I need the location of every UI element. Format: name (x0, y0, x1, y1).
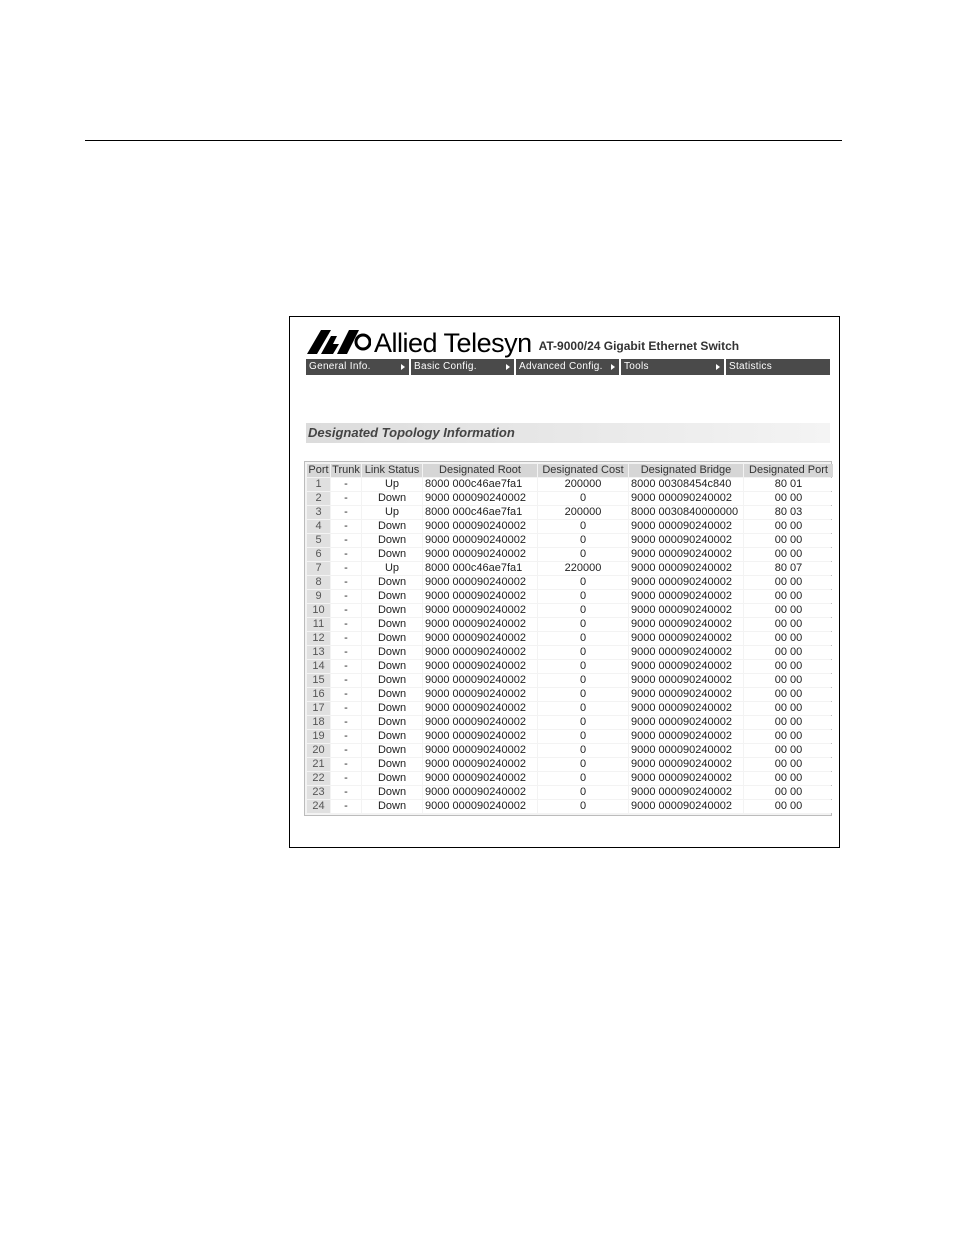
link-status-cell: Down (362, 534, 422, 547)
switch-web-ui-screenshot (289, 316, 840, 848)
designated-port-cell: 00 00 (744, 632, 833, 645)
table-row (307, 786, 833, 799)
designated-bridge-cell: 9000 000090240002 (629, 702, 743, 715)
trunk-cell: - (331, 604, 361, 617)
table-row (307, 618, 833, 631)
table-row (307, 534, 833, 547)
designated-cost-cell: 0 (538, 604, 628, 617)
port-cell: 7 (307, 562, 330, 575)
port-cell: 21 (307, 758, 330, 771)
port-cell: 5 (307, 534, 330, 547)
link-status-cell: Down (362, 492, 422, 505)
designated-cost-cell: 0 (538, 674, 628, 687)
table-row (307, 702, 833, 715)
table-row (307, 520, 833, 533)
menu-advanced-config[interactable] (516, 359, 619, 375)
link-status-cell: Down (362, 576, 422, 589)
menu-general-info-label: General Info. (309, 361, 371, 372)
menu-tools[interactable] (621, 359, 724, 375)
designated-bridge-cell: 9000 000090240002 (629, 758, 743, 771)
link-status-cell: Down (362, 660, 422, 673)
trunk-cell: - (331, 786, 361, 799)
menu-arrow-right-icon (506, 364, 510, 370)
trunk-cell: - (331, 702, 361, 715)
col-header-designated-port: Designated Port (744, 464, 833, 477)
table-row (307, 674, 833, 687)
link-status-cell: Down (362, 520, 422, 533)
link-status-cell: Down (362, 688, 422, 701)
designated-port-cell: 00 00 (744, 786, 833, 799)
link-status-cell: Down (362, 548, 422, 561)
designated-root-cell: 9000 000090240002 (423, 576, 537, 589)
topology-table (306, 463, 834, 814)
table-row (307, 800, 833, 813)
port-cell: 2 (307, 492, 330, 505)
designated-root-cell: 9000 000090240002 (423, 646, 537, 659)
trunk-cell: - (331, 562, 361, 575)
table-body (307, 478, 833, 813)
trunk-cell: - (331, 744, 361, 757)
designated-bridge-cell: 9000 000090240002 (629, 660, 743, 673)
link-status-cell: Down (362, 786, 422, 799)
table-row (307, 716, 833, 729)
trunk-cell: - (331, 730, 361, 743)
col-header-designated-root: Designated Root (423, 464, 537, 477)
designated-root-cell: 8000 000c46ae7fa1 (423, 562, 537, 575)
designated-port-cell: 00 00 (744, 492, 833, 505)
designated-port-cell: 00 00 (744, 702, 833, 715)
menu-general-info[interactable] (306, 359, 409, 375)
link-status-cell: Down (362, 716, 422, 729)
designated-bridge-cell: 9000 000090240002 (629, 744, 743, 757)
port-cell: 9 (307, 590, 330, 603)
designated-bridge-cell: 9000 000090240002 (629, 688, 743, 701)
designated-cost-cell: 200000 (538, 506, 628, 519)
designated-root-cell: 9000 000090240002 (423, 674, 537, 687)
designated-root-cell: 9000 000090240002 (423, 716, 537, 729)
menu-arrow-right-icon (401, 364, 405, 370)
table-row (307, 632, 833, 645)
designated-port-cell: 00 00 (744, 618, 833, 631)
col-header-trunk: Trunk (332, 464, 360, 476)
designated-cost-cell: 200000 (538, 478, 628, 491)
designated-root-cell: 9000 000090240002 (423, 548, 537, 561)
port-cell: 8 (307, 576, 330, 589)
page-top-rule (85, 140, 842, 141)
main-menu-bar (306, 359, 830, 375)
designated-bridge-cell: 9000 000090240002 (629, 772, 743, 785)
designated-root-cell: 9000 000090240002 (423, 632, 537, 645)
table-row (307, 506, 833, 519)
designated-port-cell: 00 00 (744, 688, 833, 701)
product-name: AT-9000/24 Gigabit Ethernet Switch (538, 339, 740, 353)
designated-bridge-cell: 9000 000090240002 (629, 800, 743, 813)
table-row (307, 744, 833, 757)
port-cell: 11 (307, 618, 330, 631)
designated-cost-cell: 0 (538, 646, 628, 659)
designated-bridge-cell: 9000 000090240002 (629, 520, 743, 533)
menu-statistics-label: Statistics (729, 361, 773, 372)
designated-bridge-cell: 9000 000090240002 (629, 534, 743, 547)
table-row (307, 688, 833, 701)
designated-root-cell: 9000 000090240002 (423, 492, 537, 505)
table-row (307, 492, 833, 505)
menu-tools-label: Tools (624, 361, 649, 372)
designated-cost-cell: 0 (538, 632, 628, 645)
designated-port-cell: 00 00 (744, 590, 833, 603)
designated-root-cell: 9000 000090240002 (423, 590, 537, 603)
trunk-cell: - (331, 646, 361, 659)
link-status-cell: Down (362, 646, 422, 659)
trunk-cell: - (331, 478, 361, 491)
link-status-cell: Down (362, 730, 422, 743)
designated-cost-cell: 0 (538, 576, 628, 589)
designated-cost-cell: 0 (538, 618, 628, 631)
designated-cost-cell: 0 (538, 660, 628, 673)
designated-cost-cell: 0 (538, 520, 628, 533)
designated-bridge-cell: 9000 000090240002 (629, 548, 743, 561)
designated-port-cell: 00 00 (744, 772, 833, 785)
designated-cost-cell: 0 (538, 688, 628, 701)
port-cell: 4 (307, 520, 330, 533)
col-header-designated-bridge: Designated Bridge (629, 464, 743, 477)
topology-table-container (304, 461, 832, 816)
designated-cost-cell: 0 (538, 492, 628, 505)
designated-cost-cell: 0 (538, 744, 628, 757)
col-header-link-status: Link Status (362, 464, 422, 477)
designated-cost-cell: 220000 (538, 562, 628, 575)
designated-port-cell: 00 00 (744, 744, 833, 757)
designated-root-cell: 9000 000090240002 (423, 772, 537, 785)
designated-root-cell: 9000 000090240002 (423, 800, 537, 813)
trunk-cell: - (331, 590, 361, 603)
trunk-cell: - (331, 534, 361, 547)
trunk-cell: - (331, 772, 361, 785)
trunk-cell: - (331, 506, 361, 519)
link-status-cell: Down (362, 772, 422, 785)
designated-cost-cell: 0 (538, 534, 628, 547)
designated-root-cell: 8000 000c46ae7fa1 (423, 478, 537, 491)
designated-port-cell: 00 00 (744, 534, 833, 547)
designated-bridge-cell: 9000 000090240002 (629, 730, 743, 743)
designated-port-cell: 80 03 (744, 506, 833, 519)
port-cell: 15 (307, 674, 330, 687)
designated-root-cell: 9000 000090240002 (423, 744, 537, 757)
designated-port-cell: 00 00 (744, 604, 833, 617)
table-row (307, 548, 833, 561)
designated-port-cell: 00 00 (744, 800, 833, 813)
menu-advanced-config-label: Advanced Config. (519, 361, 603, 372)
designated-root-cell: 9000 000090240002 (423, 758, 537, 771)
designated-port-cell: 00 00 (744, 660, 833, 673)
designated-bridge-cell: 8000 00308454c840 (629, 478, 743, 491)
trunk-cell: - (331, 660, 361, 673)
menu-basic-config-label: Basic Config. (414, 361, 477, 372)
trunk-cell: - (331, 632, 361, 645)
designated-port-cell: 00 00 (744, 716, 833, 729)
link-status-cell: Down (362, 674, 422, 687)
designated-root-cell: 9000 000090240002 (423, 604, 537, 617)
designated-bridge-cell: 9000 000090240002 (629, 492, 743, 505)
designated-root-cell: 8000 000c46ae7fa1 (423, 506, 537, 519)
designated-port-cell: 00 00 (744, 548, 833, 561)
table-row (307, 772, 833, 785)
menu-statistics[interactable] (726, 359, 830, 375)
trunk-cell: - (331, 576, 361, 589)
port-cell: 12 (307, 632, 330, 645)
designated-cost-cell: 0 (538, 786, 628, 799)
section-title: Designated Topology Information (306, 423, 830, 443)
trunk-cell: - (331, 520, 361, 533)
designated-cost-cell: 0 (538, 702, 628, 715)
designated-root-cell: 9000 000090240002 (423, 786, 537, 799)
table-header-row (307, 464, 833, 477)
designated-cost-cell: 0 (538, 800, 628, 813)
designated-bridge-cell: 9000 000090240002 (629, 618, 743, 631)
designated-port-cell: 00 00 (744, 576, 833, 589)
trunk-cell: - (331, 688, 361, 701)
link-status-cell: Down (362, 744, 422, 757)
col-header-port: Port (308, 464, 329, 476)
link-status-cell: Down (362, 604, 422, 617)
designated-bridge-cell: 9000 000090240002 (629, 716, 743, 729)
designated-cost-cell: 0 (538, 730, 628, 743)
brand-header (307, 326, 739, 358)
brand-name: Allied Telesyn (374, 328, 532, 358)
table-row (307, 590, 833, 603)
trunk-cell: - (331, 492, 361, 505)
link-status-cell: Down (362, 632, 422, 645)
table-row (307, 730, 833, 743)
port-cell: 16 (307, 688, 330, 701)
designated-root-cell: 9000 000090240002 (423, 618, 537, 631)
designated-root-cell: 9000 000090240002 (423, 520, 537, 533)
designated-bridge-cell: 8000 0030840000000 (629, 506, 743, 519)
designated-bridge-cell: 9000 000090240002 (629, 562, 743, 575)
designated-root-cell: 9000 000090240002 (423, 702, 537, 715)
port-cell: 20 (307, 744, 330, 757)
trunk-cell: - (331, 716, 361, 729)
designated-cost-cell: 0 (538, 590, 628, 603)
port-cell: 22 (307, 772, 330, 785)
link-status-cell: Down (362, 800, 422, 813)
trunk-cell: - (331, 548, 361, 561)
link-status-cell: Up (362, 506, 422, 519)
designated-root-cell: 9000 000090240002 (423, 534, 537, 547)
trunk-cell: - (331, 618, 361, 631)
link-status-cell: Up (362, 478, 422, 491)
col-header-designated-cost: Designated Cost (538, 464, 628, 477)
allied-telesyn-logo-icon (307, 330, 371, 354)
designated-cost-cell: 0 (538, 716, 628, 729)
designated-bridge-cell: 9000 000090240002 (629, 590, 743, 603)
table-row (307, 660, 833, 673)
designated-bridge-cell: 9000 000090240002 (629, 786, 743, 799)
designated-bridge-cell: 9000 000090240002 (629, 576, 743, 589)
port-cell: 23 (307, 786, 330, 799)
port-cell: 19 (307, 730, 330, 743)
port-cell: 24 (307, 800, 330, 813)
menu-arrow-right-icon (611, 364, 615, 370)
menu-arrow-right-icon (716, 364, 720, 370)
port-cell: 18 (307, 716, 330, 729)
designated-port-cell: 80 07 (744, 562, 833, 575)
designated-port-cell: 00 00 (744, 730, 833, 743)
designated-cost-cell: 0 (538, 772, 628, 785)
designated-root-cell: 9000 000090240002 (423, 688, 537, 701)
table-row (307, 478, 833, 491)
designated-bridge-cell: 9000 000090240002 (629, 674, 743, 687)
designated-port-cell: 00 00 (744, 520, 833, 533)
port-cell: 6 (307, 548, 330, 561)
designated-cost-cell: 0 (538, 548, 628, 561)
menu-basic-config[interactable] (411, 359, 514, 375)
designated-port-cell: 00 00 (744, 646, 833, 659)
table-row (307, 758, 833, 771)
trunk-cell: - (331, 800, 361, 813)
link-status-cell: Down (362, 590, 422, 603)
designated-bridge-cell: 9000 000090240002 (629, 632, 743, 645)
port-cell: 14 (307, 660, 330, 673)
link-status-cell: Down (362, 618, 422, 631)
table-row (307, 646, 833, 659)
link-status-cell: Down (362, 702, 422, 715)
designated-root-cell: 9000 000090240002 (423, 730, 537, 743)
designated-port-cell: 00 00 (744, 758, 833, 771)
port-cell: 17 (307, 702, 330, 715)
trunk-cell: - (331, 758, 361, 771)
designated-bridge-cell: 9000 000090240002 (629, 604, 743, 617)
table-row (307, 562, 833, 575)
table-row (307, 576, 833, 589)
designated-port-cell: 80 01 (744, 478, 833, 491)
designated-port-cell: 00 00 (744, 674, 833, 687)
port-cell: 13 (307, 646, 330, 659)
link-status-cell: Up (362, 562, 422, 575)
table-row (307, 604, 833, 617)
port-cell: 10 (307, 604, 330, 617)
trunk-cell: - (331, 674, 361, 687)
port-cell: 1 (307, 478, 330, 491)
designated-bridge-cell: 9000 000090240002 (629, 646, 743, 659)
port-cell: 3 (307, 506, 330, 519)
link-status-cell: Down (362, 758, 422, 771)
designated-cost-cell: 0 (538, 758, 628, 771)
designated-root-cell: 9000 000090240002 (423, 660, 537, 673)
